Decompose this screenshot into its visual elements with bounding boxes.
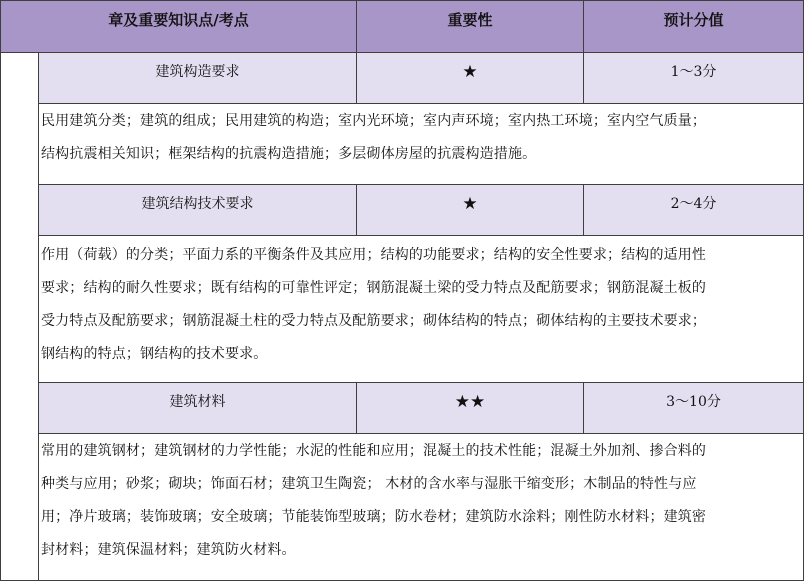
- section-description: [38, 235, 804, 383]
- header-chapter: 章及重要知识点/考点: [0, 0, 357, 53]
- description-line: 种类与应用；砂浆；砌块；饰面石材；建筑卫生陶瓷； 木材的含水率与湿胀干缩变形；木制品的特性与应: [41, 476, 697, 492]
- score-range: 2～4分: [583, 184, 804, 236]
- section-description: [38, 103, 804, 185]
- score-range: 3～10分: [583, 382, 804, 434]
- header-importance: 重要性: [356, 0, 584, 53]
- section-title: 建筑结构技术要求: [38, 184, 357, 236]
- description-line: 封材料；建筑保温材料；建筑防火材料。: [41, 542, 296, 558]
- description-line: 钢结构的特点；钢结构的技术要求。: [41, 346, 268, 362]
- table-left-bar: [0, 52, 39, 581]
- section-description: [38, 433, 804, 581]
- description-line: 民用建筑分类；建筑的组成；民用建筑的构造；室内光环境；室内声环境；室内热工环境；室内空气质量；: [41, 113, 707, 129]
- description-line: 用；净片玻璃；装饰玻璃；安全玻璃；节能装饰型玻璃；防水卷材；建筑防水涂料；刚性防水材料；建筑密: [41, 509, 707, 525]
- importance-stars: ★★: [356, 382, 584, 434]
- description-line: 作用（荷载）的分类；平面力系的平衡条件及其应用；结构的功能要求；结构的安全性要求；结构的适用性: [41, 247, 707, 263]
- section-title: 建筑构造要求: [38, 52, 357, 104]
- score-range: 1～3分: [583, 52, 804, 104]
- description-line: 常用的建筑钢材；建筑钢材的力学性能；水泥的性能和应用；混凝土的技术性能；混凝土外加剂、掺合料的: [41, 443, 707, 459]
- importance-stars: ★: [356, 184, 584, 236]
- description-line: 受力特点及配筋要求；钢筋混凝土柱的受力特点及配筋要求；砌体结构的特点；砌体结构的主要技术要求；: [41, 313, 707, 329]
- description-line: 结构抗震相关知识；框架结构的抗震构造措施；多层砌体房屋的抗震构造措施。: [41, 146, 537, 162]
- header-score: 预计分值: [583, 0, 804, 53]
- description-line: 要求；结构的耐久性要求；既有结构的可靠性评定；钢筋混凝土梁的受力特点及配筋要求；钢筋混凝土板的: [41, 280, 707, 296]
- importance-stars: ★: [356, 52, 584, 104]
- section-title: 建筑材料: [38, 382, 357, 434]
